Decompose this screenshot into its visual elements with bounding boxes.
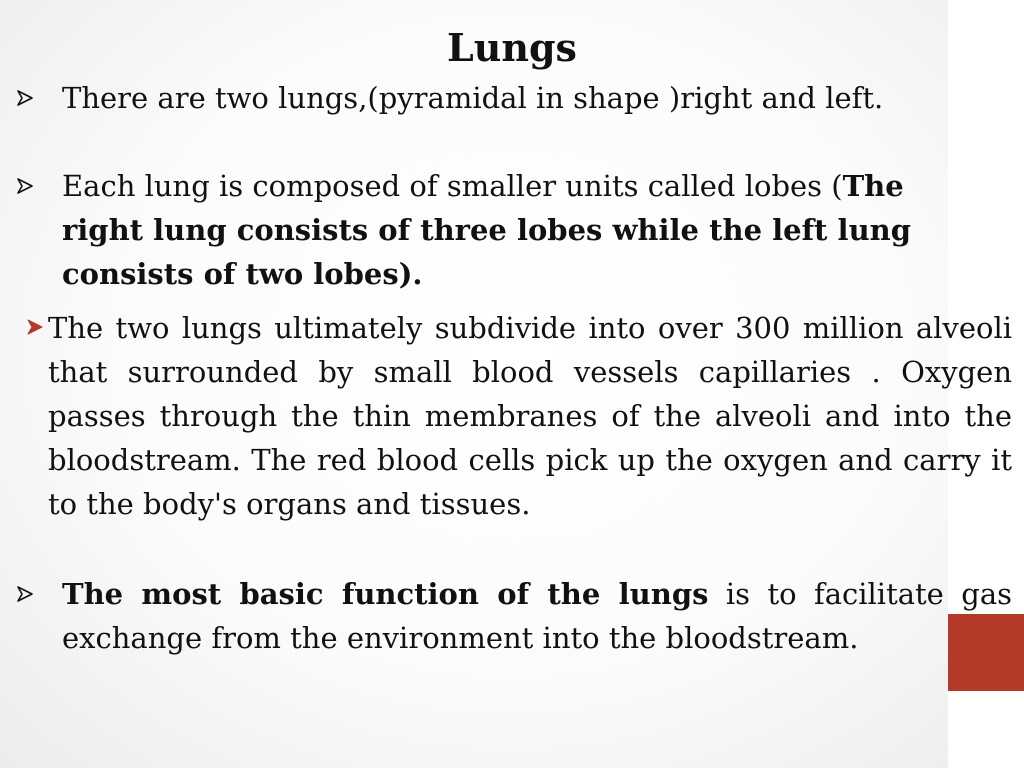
bullet-lobes-text: Each lung is composed of smaller units called lobes ( <box>62 169 843 203</box>
slide-title: Lungs <box>447 25 577 70</box>
arrow-bullet-icon <box>16 585 34 603</box>
bullet-two-lungs: There are two lungs,(pyramidal in shape )right and left. <box>62 81 884 115</box>
bullet-lobes <box>62 164 982 296</box>
bullet-basic-function <box>62 572 1012 660</box>
bullet-function-text: is to facilitate gas exchange from the environment into the bloodstream. <box>62 577 1012 655</box>
arrow-bullet-icon <box>16 177 34 195</box>
arrow-bullet-icon <box>26 318 44 336</box>
bullet-alveoli: The two lungs ultimately subdivide into over 300 million alveoli that surrounded by small blood vessels capillaries . Oxygen passes through the thin membranes of the alveoli and into the bloodstream. The red blood cells pick up the oxygen and carry it to the body's organs and tissues. <box>48 311 1012 521</box>
bullet-lobes-bold: The right lung consists of three lobes while the left lung consists of two lobes). <box>62 169 912 291</box>
bullet-function-bold: The most basic function of the lungs <box>62 577 709 611</box>
arrow-bullet-icon <box>16 89 34 107</box>
